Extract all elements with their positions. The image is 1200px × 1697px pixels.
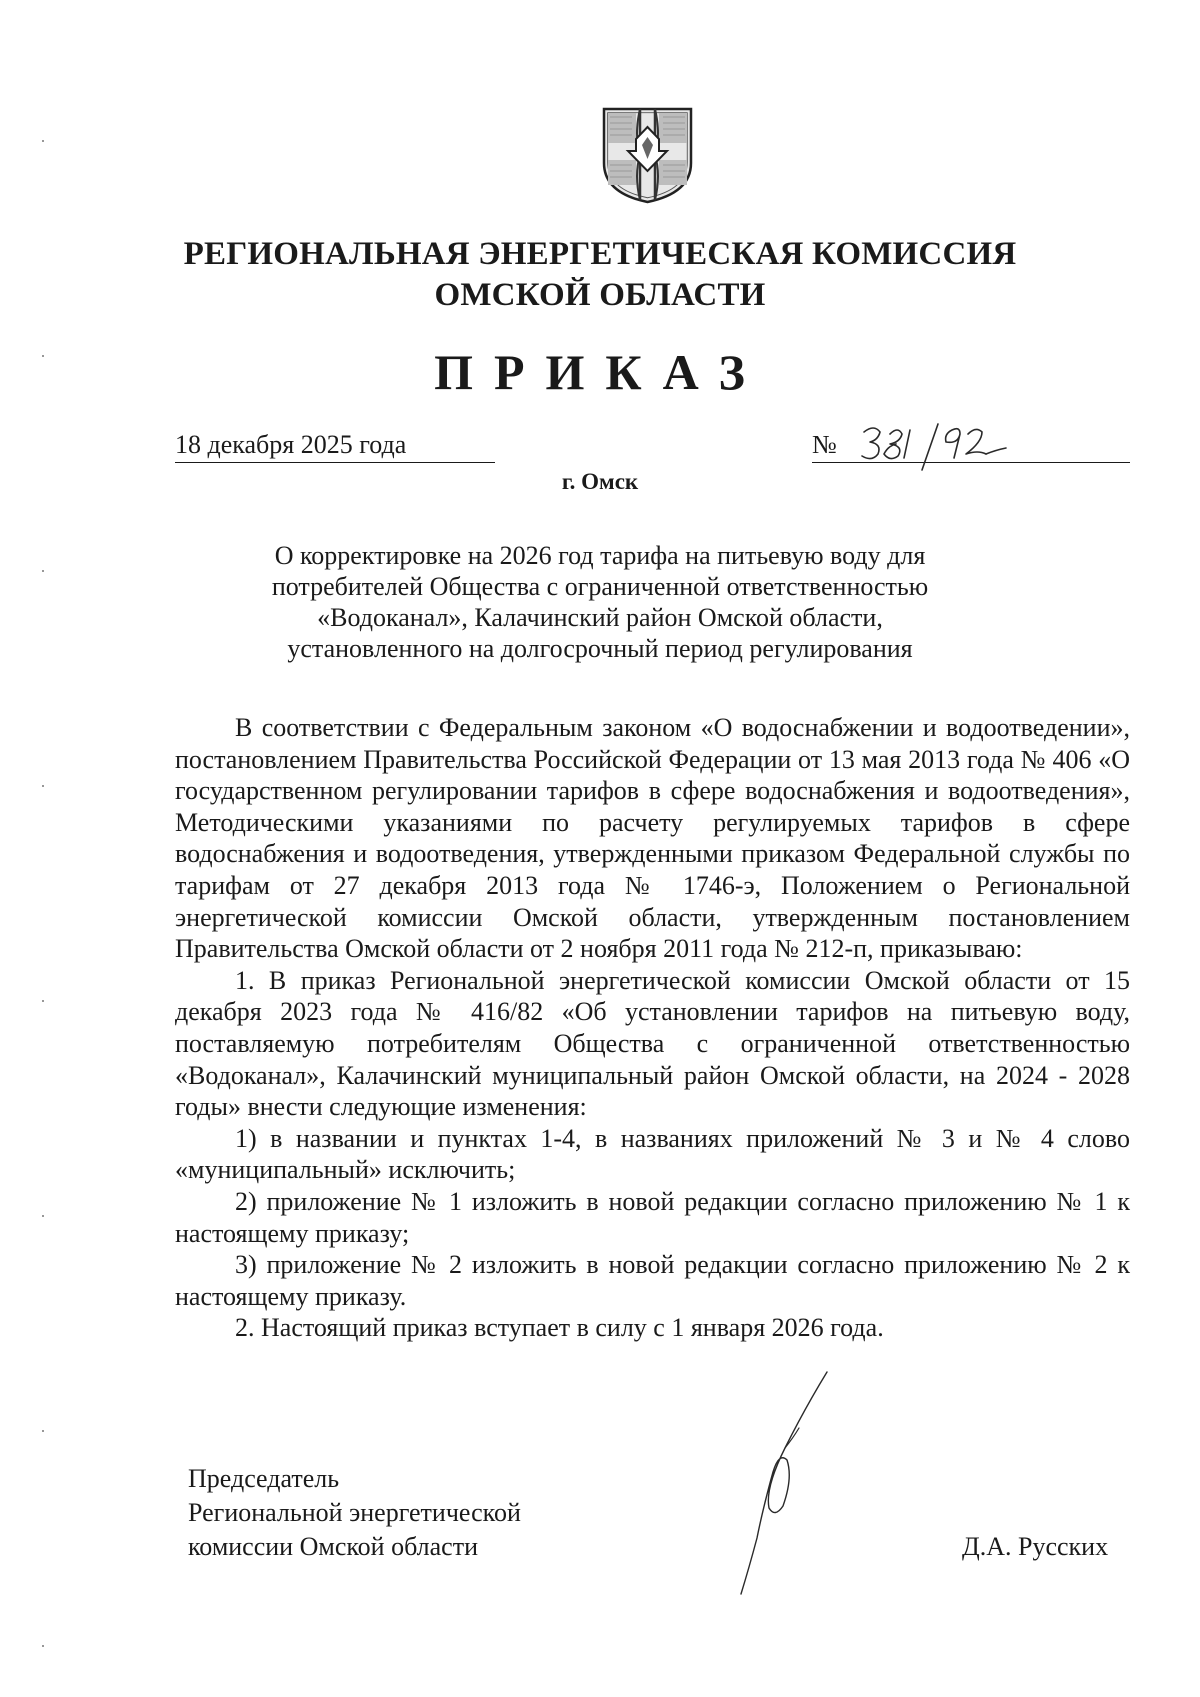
- signatory-title-line2: Региональной энергетической: [188, 1498, 521, 1527]
- signatory-title: [188, 1462, 521, 1564]
- organization-name-line2: ОМСКОЙ ОБЛАСТИ: [434, 277, 766, 313]
- margin-mark: [42, 1000, 44, 1002]
- margin-mark: [42, 355, 44, 357]
- margin-mark: [42, 1645, 44, 1647]
- signatory-title-line3: комиссии Омской области: [188, 1532, 478, 1561]
- margin-mark: [42, 570, 44, 572]
- margin-mark: [42, 140, 44, 142]
- order-subject: [200, 540, 1000, 664]
- subject-line3: «Водоканал», Калачинский район Омской области,: [317, 603, 883, 632]
- preamble-paragraph: В соответствии с Федеральным законом «О водоснабжении и водоотведении», постановлением Правительства Российской Федерации от 13 мая 2013 года № 406 «О государственном регулировании тарифов в сфере водоснабжения и водоотведения», Методическими указаниями по расчету регулируемых тарифов в сфере водоснабжения и водоотведения, утвержденными приказом Федеральной службы по тарифам от 27 декабря 2013 года № 1746-э, Положением о Региональной энергетической комиссии Омской области, утвержденным постановлением Правительства Омской области от 2 ноября 2011 года № 212-п, приказываю:: [175, 713, 1130, 964]
- number-sign: №: [812, 430, 837, 459]
- subitem-2-paragraph: 2) приложение № 1 изложить в новой редакции согласно приложению № 1 к настоящему приказу;: [175, 1186, 1130, 1248]
- organization-name-line1: РЕГИОНАЛЬНАЯ ЭНЕРГЕТИЧЕСКАЯ КОМИССИЯ: [183, 236, 1017, 272]
- city: г. Омск: [561, 469, 639, 494]
- subject-line2: потребителей Общества с ограниченной ответственностью: [271, 572, 929, 601]
- handwritten-order-number: [860, 420, 1010, 472]
- subitem-3-paragraph: 3) приложение № 2 изложить в новой редакции согласно приложению № 2 к настоящему приказу.: [175, 1250, 1130, 1311]
- document-type: ПРИКАЗ: [434, 344, 766, 400]
- item-2-paragraph: 2. Настоящий приказ вступает в силу с 1 января 2026 года.: [235, 1313, 884, 1343]
- margin-mark: [42, 1215, 44, 1217]
- order-date: 18 декабря 2025 года: [175, 430, 495, 463]
- subitem-1-paragraph: 1) в названии и пунктах 1-4, в названиях приложений № 3 и № 4 слово «муниципальный» исключить;: [175, 1123, 1130, 1185]
- handwritten-number-text: 381/92: [860, 420, 863, 421]
- item-1-paragraph: 1. В приказ Региональной энергетической комиссии Омской области от 15 декабря 2023 года № 416/82 «Об установлении тарифов на питьевую воду, поставляемую потребителям Общества с ограниченной ответственностью «Водоканал», Калачинский муниципальный район Омской области, на 2024 - 2028 годы» внести следующие изменения:: [175, 965, 1130, 1122]
- margin-mark: [42, 785, 44, 787]
- organization-name: [100, 234, 1100, 316]
- subject-line4: установленного на долгосрочный период регулирования: [287, 634, 913, 663]
- coat-of-arms-icon: [600, 105, 695, 205]
- signatory-name: Д.А. Русских: [962, 1532, 1109, 1561]
- signatory-title-line1: Председатель: [188, 1464, 340, 1493]
- subject-line1: О корректировке на 2026 год тарифа на питьевую воду для: [274, 541, 926, 570]
- margin-mark: [42, 1430, 44, 1432]
- order-body: [175, 712, 1130, 1344]
- handwritten-signature: [735, 1368, 830, 1598]
